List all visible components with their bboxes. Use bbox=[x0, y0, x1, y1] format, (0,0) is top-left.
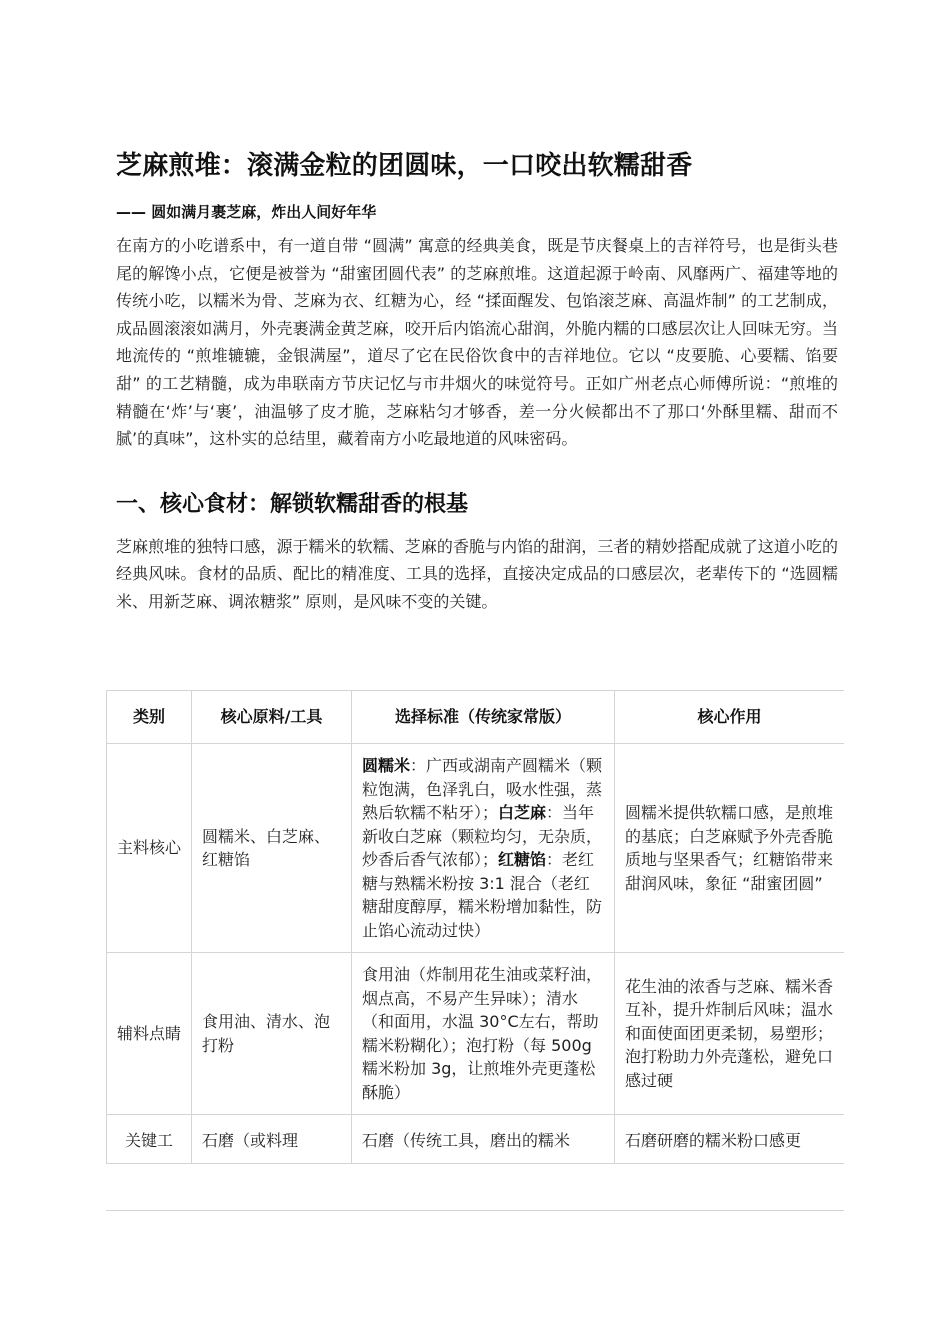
page-subtitle: —— 圆如满月裹芝麻，炸出人间好年华 bbox=[116, 203, 377, 221]
ingredient-name: 圆糯米 bbox=[362, 756, 411, 775]
ingredient-description: 石磨（传统工具，磨出的糯米 bbox=[362, 1131, 571, 1150]
items-cell: 石磨（或料理 bbox=[192, 1115, 352, 1164]
standard-cell bbox=[352, 744, 615, 953]
ingredient-description: 食用油（炸制用花生油或菜籽油，烟点高，不易产生异味）；清水（和面用，水温 30°C左右，帮助糯米粉糊化）；泡打粉（每 500g 糯米粉加 3g，让煎堆外壳更蓬松酥脆） bbox=[362, 965, 603, 1102]
items-cell: 圆糯米、白芝麻、红糖馅 bbox=[192, 744, 352, 953]
category-cell: 关键工 bbox=[107, 1115, 192, 1164]
ingredient-description: ：广西或湖南产圆糯米（颗粒饱满，色泽乳白，吸水性强，蒸熟后软糯不粘牙）； bbox=[362, 756, 603, 822]
role-cell: 花生油的浓香与芝麻、糯米香互补，提升炸制后风味；温水和面使面团更柔韧，易塑形；泡打粉助力外壳蓬松，避免口感过硬 bbox=[615, 953, 845, 1115]
ingredients-table bbox=[106, 690, 844, 1164]
table-header-cell: 类别 bbox=[107, 691, 192, 744]
role-cell: 石磨研磨的糯米粉口感更 bbox=[615, 1115, 845, 1164]
ingredient-name: 红糖馅 bbox=[498, 850, 547, 869]
document-body bbox=[116, 150, 838, 616]
page-title: 芝麻煎堆：滚满金粒的团圆味，一口咬出软糯甜香 bbox=[116, 151, 693, 181]
table-header-cell: 选择标准（传统家常版） bbox=[352, 691, 615, 744]
intro-paragraph: 在南方的小吃谱系中，有一道自带 “圆满” 寓意的经典美食，既是节庆餐桌上的吉祥符号，也是街头巷尾的解馋小点，它便是被誉为 “甜蜜团圆代表” 的芝麻煎堆。这道起源于岭南、风靡两广、福建等地的传统小吃，以糯米为骨、芝麻为衣、红糖为心，经 “揉面醒发、包馅滚芝麻、高温炸制” 的工艺制成，成品圆滚滚如满月，外壳裹满金黄芝麻，咬开后内馅流心甜润，外脆内糯的口感层次让人回味无穷。当地流传的 “煎堆辘辘，金银满屋”，道尽了它在民俗饮食中的吉祥地位。它以 “皮要脆、心要糯、馅要甜” 的工艺精髓，成为串联南方节庆记忆与市井烟火的味觉符号。正如广州老点心师傅所说：“煎堆的精髓在‘炸’与‘裹’，油温够了皮才脆，芝麻粘匀才够香，差一分火候都出不了那口‘外酥里糯、甜而不腻’的真味”，这朴实的总结里，藏着南方小吃最地道的风味密码。 bbox=[116, 236, 838, 449]
items-cell: 食用油、清水、泡打粉 bbox=[192, 953, 352, 1115]
ingredients-table-container bbox=[106, 690, 844, 1211]
table-header-cell: 核心原料/工具 bbox=[192, 691, 352, 744]
standard-cell bbox=[352, 953, 615, 1115]
section-paragraph: 芝麻煎堆的独特口感，源于糯米的软糯、芝麻的香脆与内馅的甜润，三者的精妙搭配成就了这道小吃的经典风味。食材的品质、配比的精准度、工具的选择，直接决定成品的口感层次，老辈传下的 “选圆糯米、用新芝麻、调浓糖浆” 原则，是风味不变的关键。 bbox=[116, 536, 838, 611]
section-heading: 一、核心食材：解锁软糯甜香的根基 bbox=[116, 491, 469, 517]
ingredient-name: 白芝麻 bbox=[498, 803, 547, 822]
ingredient-description: ：当年新收白芝麻（颗粒均匀，无杂质，炒香后香气浓郁）； bbox=[362, 803, 603, 869]
category-cell: 主料核心 bbox=[107, 744, 192, 953]
category-cell: 辅料点睛 bbox=[107, 953, 192, 1115]
table-header-cell: 核心作用 bbox=[615, 691, 845, 744]
table-row bbox=[107, 1115, 845, 1164]
table-header-row bbox=[107, 691, 845, 744]
role-cell: 圆糯米提供软糯口感，是煎堆的基底；白芝麻赋予外壳香脆质地与坚果香气；红糖馅带来甜润风味，象征 “甜蜜团圆” bbox=[615, 744, 845, 953]
table-row bbox=[107, 953, 845, 1115]
ingredient-description: ：老红糖与熟糯米粉按 3:1 混合（老红糖甜度醇厚，糯米粉增加黏性，防止馅心流动过快） bbox=[362, 850, 603, 940]
standard-cell bbox=[352, 1115, 615, 1164]
table-row bbox=[107, 744, 845, 953]
